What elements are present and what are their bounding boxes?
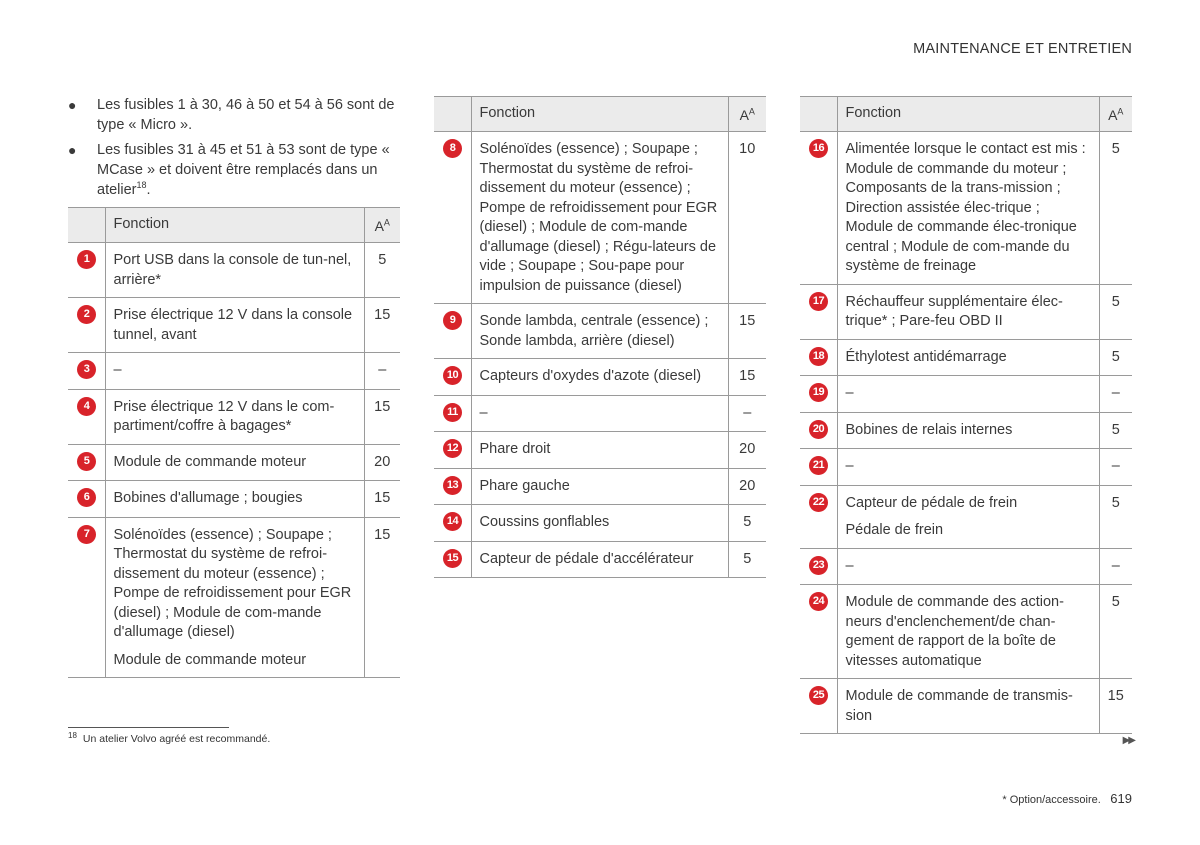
double-chevron-right-icon[interactable]: ▶▶ bbox=[1122, 735, 1134, 746]
fuse-amperage-cell: 5 bbox=[1099, 485, 1132, 548]
fuse-amperage-cell: 15 bbox=[364, 389, 400, 444]
fuse-number-cell bbox=[434, 132, 471, 304]
fuse-function-text: Phare droit bbox=[479, 441, 551, 457]
table-row bbox=[434, 432, 766, 469]
fuse-function-cell bbox=[471, 395, 728, 432]
amp-column-header bbox=[1099, 97, 1132, 132]
fuse-function-cell bbox=[837, 284, 1099, 339]
fuse-function-cell bbox=[837, 485, 1099, 548]
fuse-function-cell bbox=[105, 481, 364, 518]
fuse-table-1 bbox=[68, 207, 400, 678]
fuse-function-cell bbox=[837, 548, 1099, 585]
fuse-number-cell bbox=[800, 585, 837, 679]
fuse-number-badge: 12 bbox=[443, 439, 462, 458]
number-column-header bbox=[800, 97, 837, 132]
function-column-header: Fonction bbox=[105, 208, 364, 243]
table-row bbox=[434, 359, 766, 396]
fuse-number-badge: 21 bbox=[809, 456, 828, 475]
fuse-number-badge: 4 bbox=[77, 397, 96, 416]
table-row bbox=[434, 132, 766, 304]
fuse-function-text: Phare gauche bbox=[479, 477, 570, 494]
fuse-type-notes bbox=[68, 95, 400, 205]
fuse-number-cell bbox=[434, 505, 471, 542]
fuse-function-extra: Module de commande moteur bbox=[113, 651, 307, 668]
fuse-function-text: – bbox=[113, 362, 122, 378]
fuse-function-cell bbox=[837, 339, 1099, 376]
fuse-amperage-cell: – bbox=[1099, 376, 1132, 413]
fuse-function-text: Éthylotest antidémarrage bbox=[845, 348, 1007, 365]
table-row bbox=[800, 284, 1132, 339]
fuse-number-cell bbox=[434, 359, 471, 396]
fuse-number-cell bbox=[434, 468, 471, 505]
fuse-function-text: Solénoïdes (essence) ; Soupape ; Thermostat du système de refroi-dissement du moteur (essence) ; Pompe de refroidissement pour EGR (diesel) ; Module de com-mande d'allumage (diesel) ; Régu-lateurs de vide ; Soupape ; Sou-pape pour impulsion de puissance (diesel) bbox=[479, 141, 718, 294]
fuse-amperage-cell: 15 bbox=[364, 481, 400, 518]
fuse-function-text: Bobines d'allumage ; bougies bbox=[113, 490, 303, 506]
table-row bbox=[800, 485, 1132, 548]
fuse-function-cell bbox=[837, 132, 1099, 285]
fuse-function-text: Coussins gonflables bbox=[479, 514, 610, 530]
fuse-amperage-cell: 5 bbox=[1099, 339, 1132, 376]
fuse-number-badge: 17 bbox=[809, 292, 828, 311]
fuse-number-badge: 19 bbox=[809, 383, 828, 402]
table-row bbox=[434, 541, 766, 578]
table-row bbox=[800, 585, 1132, 679]
fuse-function-cell bbox=[471, 304, 728, 359]
fuse-function-cell bbox=[471, 132, 728, 304]
fuse-table-3 bbox=[800, 96, 1132, 734]
fuse-amperage-cell: 15 bbox=[364, 298, 400, 353]
fuse-number-cell bbox=[800, 376, 837, 413]
fuse-number-badge: 8 bbox=[443, 139, 462, 158]
amp-icon: $A^A$ bbox=[374, 216, 390, 234]
fuse-number-cell bbox=[68, 481, 105, 518]
fuse-number-badge: 1 bbox=[77, 250, 96, 269]
table-row bbox=[68, 389, 400, 444]
fuse-amperage-cell: 20 bbox=[728, 468, 766, 505]
page-footer bbox=[1002, 791, 1132, 806]
table-row bbox=[68, 298, 400, 353]
fuse-number-badge: 7 bbox=[77, 525, 96, 544]
fuse-function-text: – bbox=[845, 385, 854, 401]
fuse-number-cell bbox=[800, 485, 837, 548]
fuse-number-cell bbox=[68, 353, 105, 390]
fuse-function-extra: Pédale de frein bbox=[845, 522, 944, 538]
fuse-number-cell bbox=[68, 243, 105, 298]
fuse-function-text: Capteur de pédale de frein bbox=[845, 494, 1018, 511]
table-row bbox=[434, 395, 766, 432]
fuse-number-cell bbox=[800, 679, 837, 734]
table-row bbox=[68, 517, 400, 678]
fuse-function-text: Capteur de pédale d'accélérateur bbox=[479, 550, 694, 567]
fuse-number-cell bbox=[68, 389, 105, 444]
fuse-amperage-cell: – bbox=[1099, 548, 1132, 585]
table-row bbox=[800, 339, 1132, 376]
fuse-function-cell bbox=[105, 444, 364, 481]
fuse-function-text: Bobines de relais internes bbox=[845, 421, 1013, 438]
function-column-header: Fonction bbox=[837, 97, 1099, 132]
fuse-number-badge: 9 bbox=[443, 311, 462, 330]
fuse-function-text: Réchauffeur supplémentaire élec-trique* ; Pare-feu OBD II bbox=[845, 293, 1063, 329]
fuse-number-cell bbox=[800, 548, 837, 585]
fuse-number-badge: 18 bbox=[809, 347, 828, 366]
fuse-function-text: Prise électrique 12 V dans la console tunnel, avant bbox=[113, 307, 353, 343]
fuse-number-badge: 22 bbox=[809, 493, 828, 512]
table-row bbox=[434, 304, 766, 359]
number-column-header bbox=[434, 97, 471, 132]
fuse-function-text: Module de commande moteur bbox=[113, 453, 307, 470]
table-row bbox=[434, 505, 766, 542]
fuse-function-text: – bbox=[845, 458, 854, 474]
fuse-function-cell bbox=[471, 359, 728, 396]
fuse-number-badge: 15 bbox=[443, 549, 462, 568]
fuse-number-cell bbox=[800, 284, 837, 339]
fuse-number-badge: 2 bbox=[77, 305, 96, 324]
fuse-amperage-cell: – bbox=[364, 353, 400, 390]
footnote: $^{18}$ Un atelier Volvo agréé est recommandé. bbox=[68, 730, 271, 745]
fuse-number-cell bbox=[434, 304, 471, 359]
fuse-function-text: – bbox=[845, 557, 854, 574]
fuse-amperage-cell: 15 bbox=[1099, 679, 1132, 734]
fuse-function-text: Capteurs d'oxydes d'azote (diesel) bbox=[479, 368, 702, 384]
fuse-function-cell bbox=[105, 517, 364, 678]
fuse-number-cell bbox=[800, 132, 837, 285]
fuse-function-cell bbox=[471, 468, 728, 505]
fuse-amperage-cell: 10 bbox=[728, 132, 766, 304]
amp-column-header bbox=[728, 97, 766, 132]
fuse-number-badge: 23 bbox=[809, 556, 828, 575]
fuse-function-cell bbox=[471, 432, 728, 469]
fuse-amperage-cell: 5 bbox=[728, 541, 766, 578]
fuse-amperage-cell: 5 bbox=[1099, 412, 1132, 449]
fuse-function-text: Prise électrique 12 V dans le com-partiment/coffre à bagages* bbox=[113, 398, 335, 434]
fuse-function-text: Module de commande de transmis-sion bbox=[845, 688, 1073, 724]
fuse-number-badge: 10 bbox=[443, 366, 462, 385]
table-row bbox=[68, 444, 400, 481]
table-header-row bbox=[434, 97, 766, 132]
bullet-item: ● Les fusibles 31 à 45 et 51 à 53 sont de type « MCase » et doivent être remplacés dans un atelier$^{18}$. bbox=[68, 142, 390, 198]
fuse-function-cell bbox=[105, 243, 364, 298]
page-number: 619 bbox=[1110, 791, 1132, 806]
fuse-number-badge: 14 bbox=[443, 512, 462, 531]
number-column-header bbox=[68, 208, 105, 243]
bullet-icon: ● bbox=[68, 97, 77, 113]
fuse-function-cell bbox=[837, 412, 1099, 449]
table-row bbox=[434, 468, 766, 505]
fuse-number-cell bbox=[800, 339, 837, 376]
table-row bbox=[800, 376, 1132, 413]
fuse-function-cell bbox=[837, 376, 1099, 413]
bullet-text: Les fusibles 1 à 30, 46 à 50 et 54 à 56 sont de type « Micro ». bbox=[97, 97, 395, 133]
amp-icon: $A^A$ bbox=[1108, 105, 1124, 123]
fuse-function-text: Sonde lambda, centrale (essence) ; Sonde lambda, arrière (diesel) bbox=[479, 313, 709, 349]
section-title: MAINTENANCE ET ENTRETIEN bbox=[913, 41, 1132, 57]
amp-column-header bbox=[364, 208, 400, 243]
footnote-divider bbox=[68, 727, 229, 728]
fuse-function-cell bbox=[105, 389, 364, 444]
fuse-function-cell bbox=[471, 505, 728, 542]
table-row bbox=[68, 481, 400, 518]
table-header-row bbox=[800, 97, 1132, 132]
fuse-function-cell bbox=[837, 449, 1099, 486]
fuse-number-cell bbox=[68, 444, 105, 481]
footnote-ref[interactable]: 18 bbox=[136, 180, 147, 191]
fuse-function-text: Port USB dans la console de tun-nel, arrière* bbox=[113, 252, 352, 288]
fuse-amperage-cell: – bbox=[1099, 449, 1132, 486]
fuse-number-badge: 25 bbox=[809, 686, 828, 705]
amp-icon: $A^A$ bbox=[739, 105, 755, 123]
table-row bbox=[800, 412, 1132, 449]
fuse-number-cell bbox=[68, 298, 105, 353]
function-column-header: Fonction bbox=[471, 97, 728, 132]
fuse-amperage-cell: 5 bbox=[1099, 284, 1132, 339]
fuse-number-cell bbox=[800, 412, 837, 449]
fuse-function-text: Module de commande des action-neurs d'enclenchement/de chan-gement de rapport de la boîte de vitesses automatique bbox=[845, 594, 1064, 669]
fuse-amperage-cell: 15 bbox=[728, 359, 766, 396]
fuse-number-cell bbox=[800, 449, 837, 486]
fuse-function-cell bbox=[471, 541, 728, 578]
option-note: * Option/accessoire. bbox=[1002, 794, 1101, 806]
fuse-amperage-cell: 5 bbox=[1099, 132, 1132, 285]
fuse-function-cell bbox=[837, 679, 1099, 734]
fuse-amperage-cell: 5 bbox=[364, 243, 400, 298]
fuse-number-badge: 5 bbox=[77, 452, 96, 471]
bullet-item bbox=[68, 95, 400, 135]
table-header-row bbox=[68, 208, 400, 243]
table-row bbox=[800, 679, 1132, 734]
fuse-amperage-cell: 5 bbox=[728, 505, 766, 542]
fuse-number-cell bbox=[434, 432, 471, 469]
fuse-function-cell bbox=[105, 298, 364, 353]
fuse-table-2 bbox=[434, 96, 766, 578]
fuse-number-cell bbox=[434, 395, 471, 432]
table-row bbox=[800, 449, 1132, 486]
fuse-amperage-cell: – bbox=[728, 395, 766, 432]
fuse-number-badge: 16 bbox=[809, 139, 828, 158]
fuse-number-badge: 20 bbox=[809, 420, 828, 439]
fuse-number-badge: 13 bbox=[443, 476, 462, 495]
fuse-number-cell bbox=[434, 541, 471, 578]
fuse-amperage-cell: 20 bbox=[364, 444, 400, 481]
fuse-amperage-cell: 5 bbox=[1099, 585, 1132, 679]
table-row bbox=[800, 132, 1132, 285]
table-row bbox=[68, 243, 400, 298]
bullet-icon: ● bbox=[68, 142, 77, 158]
fuse-function-cell bbox=[105, 353, 364, 390]
fuse-number-badge: 6 bbox=[77, 488, 96, 507]
fuse-number-badge: 3 bbox=[77, 360, 96, 379]
fuse-function-text: Solénoïdes (essence) ; Soupape ; Thermostat du système de refroi-dissement du moteur (essence) ; Pompe de refroidissement pour EGR (diesel) ; Module de com-mande d'allumage (diesel) bbox=[113, 526, 352, 640]
table-row bbox=[800, 548, 1132, 585]
fuse-number-badge: 24 bbox=[809, 592, 828, 611]
fuse-number-badge: 11 bbox=[443, 403, 462, 422]
fuse-function-text: – bbox=[479, 404, 488, 421]
fuse-function-text: Alimentée lorsque le contact est mis : Module de commande du moteur ; Composants de la trans-mission ; Direction assistée élec-trique ; Module de commande élec-tronique central ; Module de com-mande du système de freinage bbox=[845, 141, 1086, 274]
bullet-text: Les fusibles 31 à 45 et 51 à 53 sont de type « MCase » et doivent être remplacés dans un atelier bbox=[97, 142, 390, 198]
table-row bbox=[68, 353, 400, 390]
fuse-function-cell bbox=[837, 585, 1099, 679]
fuse-amperage-cell: 15 bbox=[728, 304, 766, 359]
fuse-amperage-cell: 15 bbox=[364, 517, 400, 678]
fuse-amperage-cell: 20 bbox=[728, 432, 766, 469]
fuse-number-cell bbox=[68, 517, 105, 678]
